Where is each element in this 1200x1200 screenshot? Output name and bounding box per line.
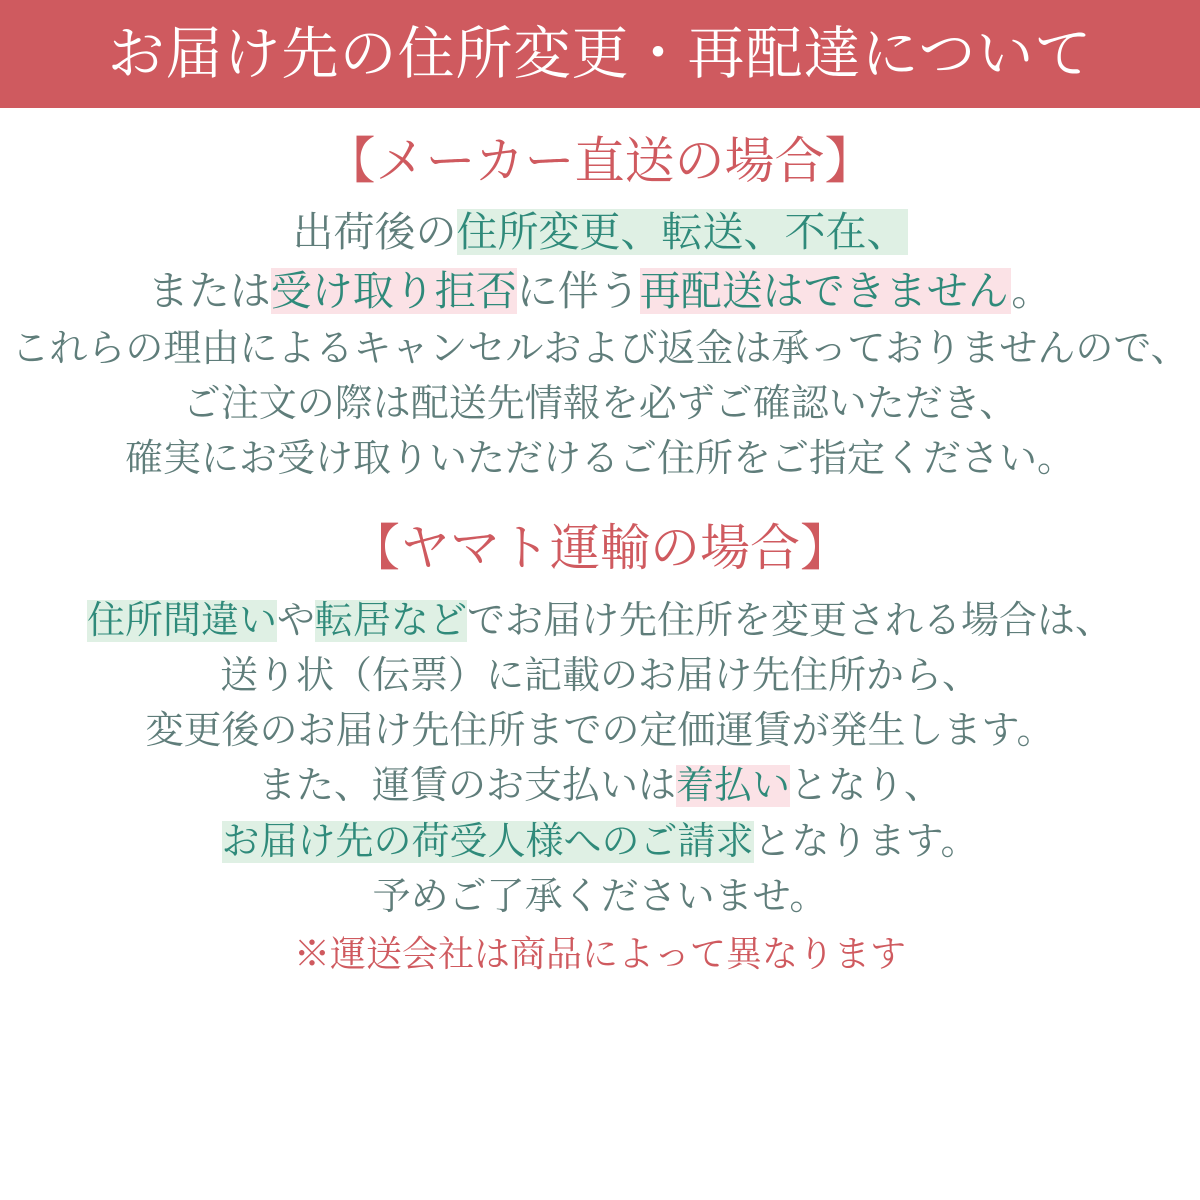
carrier-note: ※運送会社は商品によって異なります (293, 932, 906, 974)
page-title: お届け先の住所変更・再配達について (107, 21, 1093, 86)
line-text: これらの理由によるキャンセルおよび返金は承っておりませんので、 (11, 327, 1189, 370)
line-text: 確実にお受け取りいただけるご住所をご指定ください。 (124, 438, 1075, 481)
line-text: 送り状（伝票）に記載のお届け先住所から、 (219, 655, 980, 698)
section-heading-yamato: 【ヤマト運輸の場合】 (350, 520, 850, 577)
notice-line (8, 870, 1192, 925)
notice-line (8, 759, 1192, 814)
line-text: や (276, 600, 315, 643)
line-highlight: 着払い (675, 765, 790, 808)
line-text: 予めご了承くださいませ。 (372, 875, 828, 918)
line-text: 変更後のお届け先住所までの定価運賃が発生します。 (145, 710, 1055, 753)
line-text: に伴う (516, 268, 640, 315)
notice-line (8, 815, 1192, 870)
notice-line (8, 262, 1192, 321)
notice-line (8, 203, 1192, 262)
notice-content (0, 134, 1200, 978)
notice-line (8, 432, 1192, 487)
notice-line (8, 377, 1192, 432)
line-text: でお届け先住所を変更される場合は、 (467, 600, 1114, 643)
section-heading-maker-direct: 【メーカー直送の場合】 (325, 133, 875, 189)
line-text: となり、 (790, 765, 943, 808)
line-highlight: 住所間違い (86, 600, 277, 643)
line-highlight: 住所変更、転送、不在、 (456, 209, 908, 255)
line-text: 。 (1011, 268, 1053, 315)
notice-line (8, 322, 1192, 377)
line-text: または (147, 268, 271, 315)
notice-line (8, 594, 1192, 649)
line-text: となります。 (753, 820, 979, 863)
line-highlight: お届け先の荷受人様へのご請求 (221, 820, 754, 863)
line-text: ご注文の際は配送先情報を必ずご確認いただき、 (182, 382, 1018, 425)
line-text: 出荷後の (292, 209, 457, 255)
line-highlight: 転居など (315, 600, 468, 643)
line-highlight: 受け取り拒否 (270, 268, 517, 315)
header-bar (0, 0, 1200, 108)
line-text: また、運賃のお支払いは (257, 765, 676, 808)
notice-line (8, 704, 1192, 759)
notice-line (8, 649, 1192, 704)
line-highlight: 再配送はできません (639, 268, 1012, 315)
